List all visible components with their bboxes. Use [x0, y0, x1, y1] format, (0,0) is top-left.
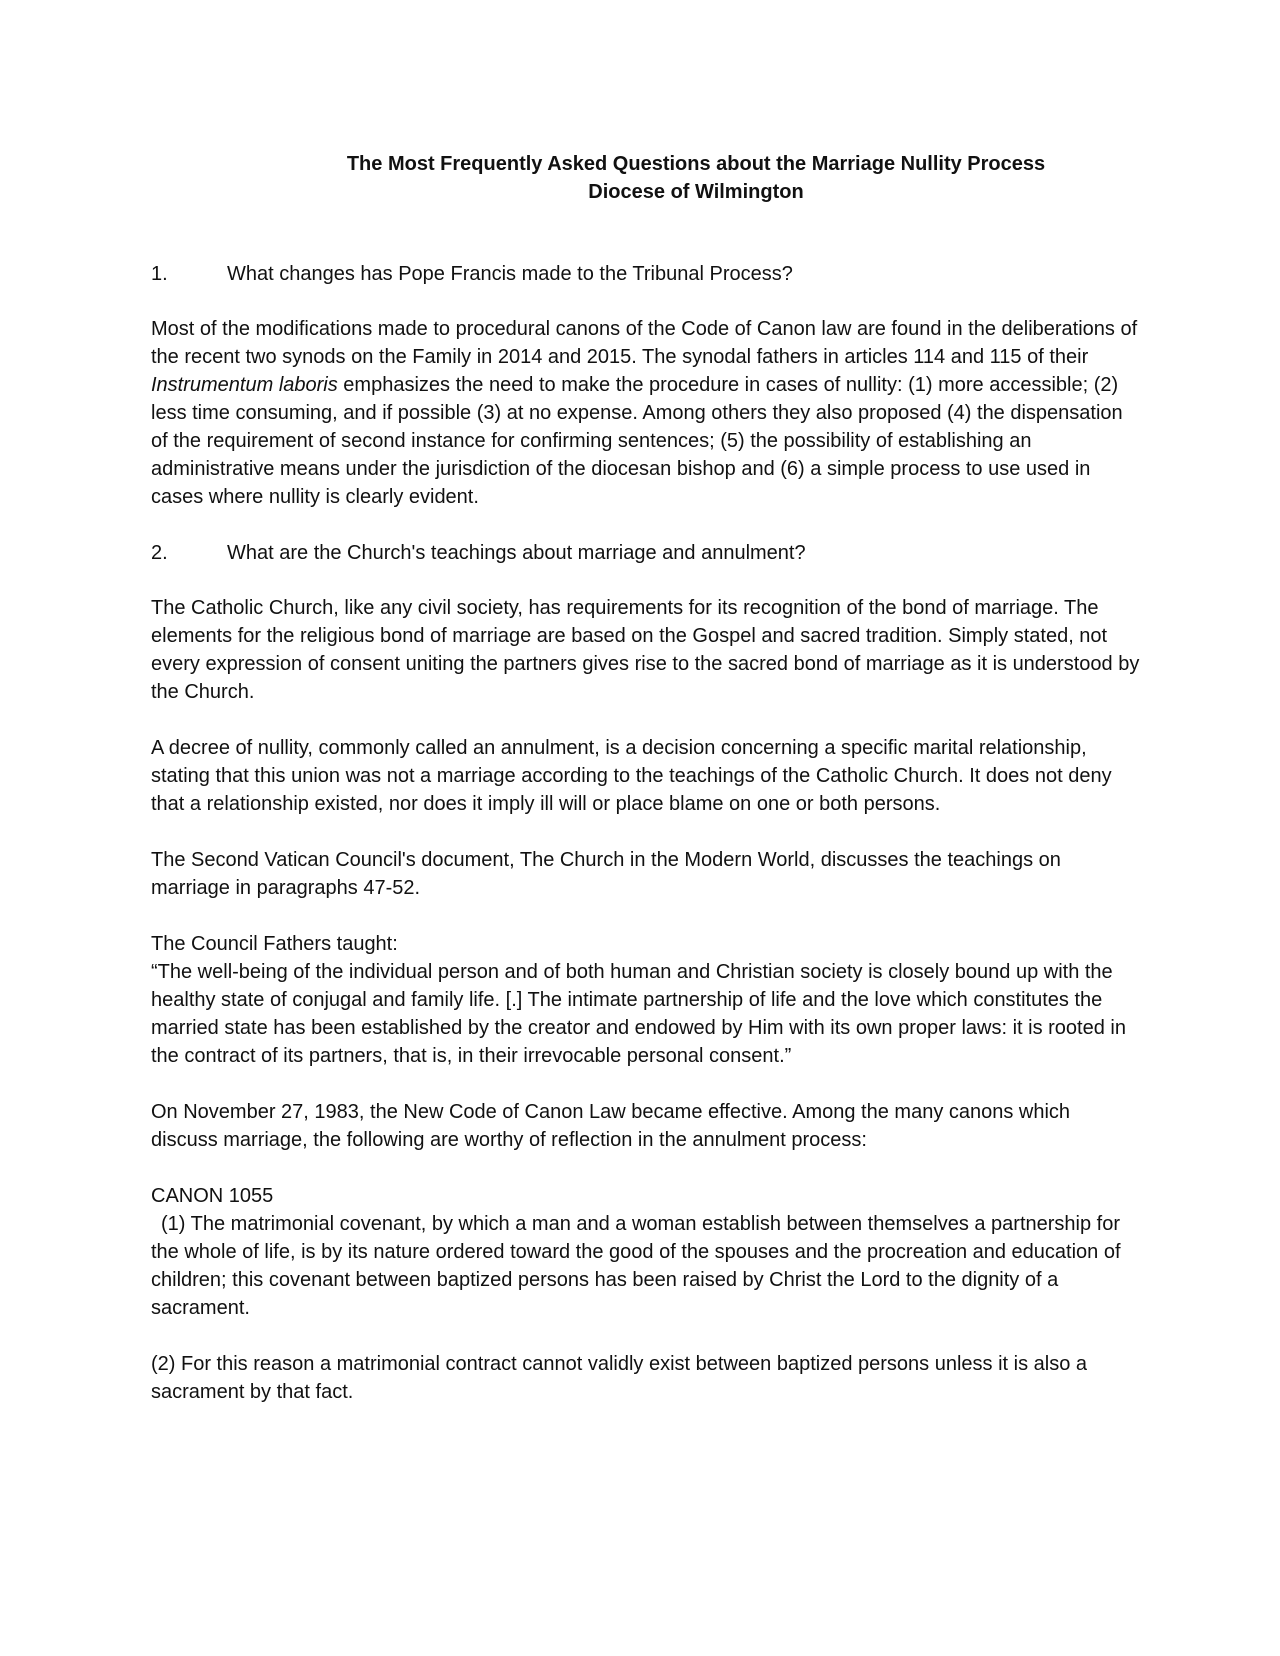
- document-subtitle: Diocese of Wilmington: [588, 181, 804, 203]
- council-quote: “The well-being of the individual person and of both human and Christian society is closely bound up with the healthy state of conjugal and family life. [.] The intimate partnership of life and the love which constitutes the married state has been established by the creator and endowed by Him with its own proper laws: it is rooted in the contract of its partners, that is, in their irrevocable personal consent.”: [151, 961, 1126, 1067]
- canon-item-1: (1) The matrimonial covenant, by which a man and a woman establish between themselves a partnership for the whole of life, is by its nature ordered toward the good of the spouses and the procreation and education of children; this covenant between baptized persons has been raised by Christ the Lord to the dignity of a sacrament.: [151, 1213, 1121, 1319]
- question-text: What changes has Pope Francis made to the Tribunal Process?: [227, 263, 793, 285]
- question-number: 2.: [151, 542, 168, 564]
- question-number: 1.: [151, 263, 168, 285]
- question-text: What are the Church's teachings about marriage and annulment?: [227, 542, 806, 564]
- canon-heading: CANON 1055: [151, 1185, 274, 1207]
- document-body: [151, 150, 1141, 1434]
- answer-2-paragraph-2: A decree of nullity, commonly called an annulment, is a decision concerning a specific marital relationship, stating that this union was not a marriage according to the teachings of the Catholic Church. It does not deny that a relationship existed, nor does it imply ill will or place blame on one or both persons.: [151, 737, 1112, 815]
- answer-italic-term: Instrumentum laboris: [151, 374, 338, 396]
- document-header: [201, 150, 1191, 206]
- answer-2-paragraph-3: The Second Vatican Council's document, The Church in the Modern World, discusses the teachings on marriage in paragraphs 47-52.: [151, 849, 1061, 899]
- code-paragraph: On November 27, 1983, the New Code of Canon Law became effective. Among the many canons which discuss marriage, the following are worthy of reflection in the annulment process:: [151, 1101, 1071, 1151]
- question-2: [151, 539, 1141, 567]
- answer-text-start: Most of the modifications made to procedural canons of the Code of Canon law are found in the deliberations of the recent two synods on the Family in 2014 and 2015. The synodal fathers in articles 114 and 115 of their: [151, 318, 1138, 368]
- question-1: [151, 260, 1141, 288]
- canon-item-2: (2) For this reason a matrimonial contract cannot validly exist between baptized persons unless it is also a sacrament by that fact.: [151, 1353, 1088, 1403]
- answer-text-end: emphasizes the need to make the procedure in cases of nullity: (1) more accessible; (2) less time consuming, and if possible (3) at no expense. Among others they also proposed (4) the dispensation of the requirement of second instance for confirming sentences; (5) the possibility of establishing an administrative means under the jurisdiction of the diocesan bishop and (6) a simple process to use used in cases where nullity is clearly evident.: [151, 374, 1123, 508]
- answer-1-paragraph: [151, 315, 1141, 511]
- document-title: The Most Frequently Asked Questions about the Marriage Nullity Process: [346, 153, 1046, 175]
- answer-2-paragraph-1: The Catholic Church, like any civil society, has requirements for its recognition of the bond of marriage. The elements for the religious bond of marriage are based on the Gospel and sacred tradition. Simply stated, not every expression of consent uniting the partners gives rise to the sacred bond of marriage as it is understood by the Church.: [151, 597, 1140, 703]
- council-intro: The Council Fathers taught:: [151, 933, 398, 955]
